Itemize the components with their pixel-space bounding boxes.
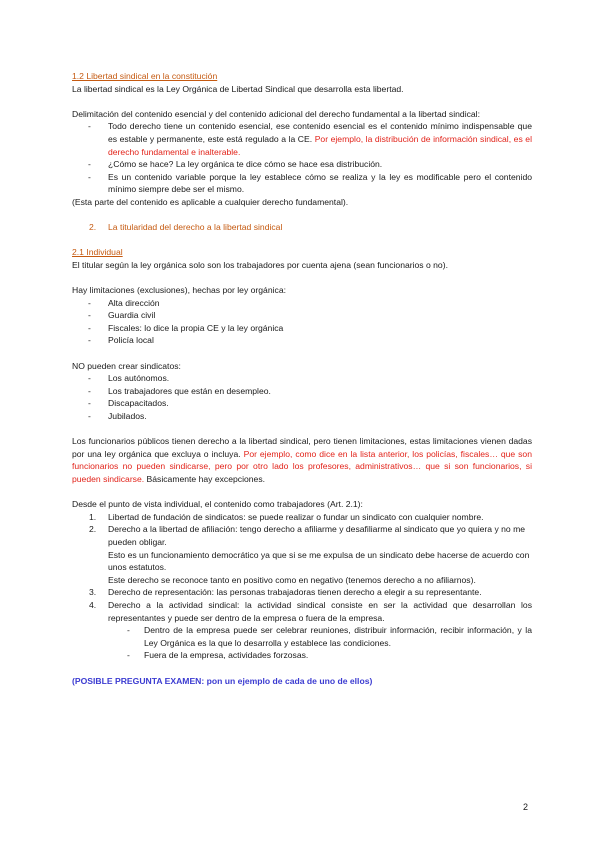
delimitacion-title: Delimitación del contenido esencial y del contenido adicional del derecho fundamental a la libertad sindical:: [72, 108, 480, 119]
list-item: - Fiscales: lo dice la propia CE y la ley orgánica: [88, 322, 284, 333]
no-pueden-title: NO pueden crear sindicatos:: [72, 360, 181, 371]
list-item: - Es un contenido variable porque la ley establece cómo se realiza y la ley es modificable pero el contenido mínimo siempre debe ser el mismo.: [88, 171, 532, 195]
list-item: - Jubilados.: [88, 411, 147, 422]
exam-note: (POSIBLE PREGUNTA EXAMEN: pon un ejemplo de cada de uno de ellos): [72, 675, 373, 686]
limitaciones-title: Hay limitaciones (exclusiones), hechas por ley orgánica:: [72, 285, 286, 296]
heading-2-1: 2.1 Individual: [72, 247, 123, 258]
individual-title: Desde el punto de vista individual, el contenido como trabajadores (Art. 2.1):: [72, 499, 363, 510]
dash-bullet: -: [88, 159, 91, 170]
limitaciones-list: [72, 297, 532, 347]
list-item: - Discapacitados.: [88, 398, 169, 409]
funcionarios-paragraph: Los funcionarios públicos tienen derecho a la libertad sindical, pero tienen limitaciones, estas limitaciones vienen dadas por una ley orgánica que excluya o incluya. Por ejemplo, como dice en la lista anterior, los policías, fiscales… que son funcionarios no pueden sindicarse, pero por otro lado los profesores, administrativos… que si son funcionarios, si pueden sindicarse. Básicamente hay excepciones.: [72, 436, 532, 484]
no-pueden-list: [72, 372, 532, 422]
list-item: - ¿Cómo se hace? La ley orgánica te dice cómo se hace esa distribución.: [88, 159, 383, 170]
numbered-item: 3. Derecho de representación: las personas trabajadoras tienen derecho a elegir a su representante.: [89, 587, 482, 598]
list-item: - Fuera de la empresa, actividades forzosas.: [127, 650, 309, 661]
delimitacion-list: [72, 120, 532, 196]
list-item: - Dentro de la empresa puede ser celebrar reuniones, distribuir información, recibir información, y la Ley Orgánica es la que lo desarrolla y establece las condiciones.: [127, 625, 532, 648]
intro-paragraph: La libertad sindical es la Ley Orgánica de Libertad Sindical que desarrolla esta libertad.: [72, 83, 404, 94]
heading-1-2: 1.2 Libertad sindical en la constitución: [72, 71, 218, 81]
list-item: - Todo derecho tiene un contenido esencial, ese contenido esencial es el contenido mínimo indispensable que es estable y permanente, este está regulado a la CE. Por ejemplo, la distribución de información sindical, es el derecho fundamental e inalterable.: [88, 121, 532, 157]
page-number: 2: [523, 802, 529, 812]
aplicable-note: (Esta parte del contenido es aplicable a cualquier derecho fundamental).: [72, 196, 349, 207]
list-item: - Los trabajadores que están en desempleo.: [88, 385, 271, 396]
list-item: - Policía local: [88, 335, 154, 346]
actividad-sublist: [72, 624, 532, 662]
list-item: - Guardia civil: [88, 310, 156, 321]
numbered-item: 4. Derecho a la actividad sindical: la actividad sindical consiste en ser la actividad que desarrollan los representantes y puede ser dentro de la empresa o fuera de la empresa.: [89, 599, 532, 623]
individual-list: [72, 511, 532, 662]
document-page: [72, 70, 532, 687]
numbered-item: 2. Derecho a la libertad de afiliación: tengo derecho a afiliarme y desafiliarme al sindicato que yo quiera y no me pueden obligar. Esto es un funcionamiento democrático ya que si se me expulsa de un sindicato debe hacerse de acuerdo con unos estatutos. Este derecho se reconoce tanto en positivo como en negativo (tenemos derecho a no afiliarnos).: [89, 524, 530, 585]
dash-bullet: -: [88, 171, 91, 182]
numbered-item: 1. Libertad de fundación de sindicatos: se puede realizar o fundar un sindicato con cualquier nombre.: [89, 511, 484, 522]
titular-paragraph: El titular según la ley orgánica solo son los trabajadores por cuenta ajena (sean funcionarios o no).: [72, 259, 448, 270]
list-item: - Los autónomos.: [88, 373, 170, 384]
dash-bullet: -: [88, 121, 91, 132]
list-item: - Alta dirección: [88, 297, 160, 308]
section-2-heading: 2. La titularidad del derecho a la libertad sindical: [89, 222, 283, 233]
